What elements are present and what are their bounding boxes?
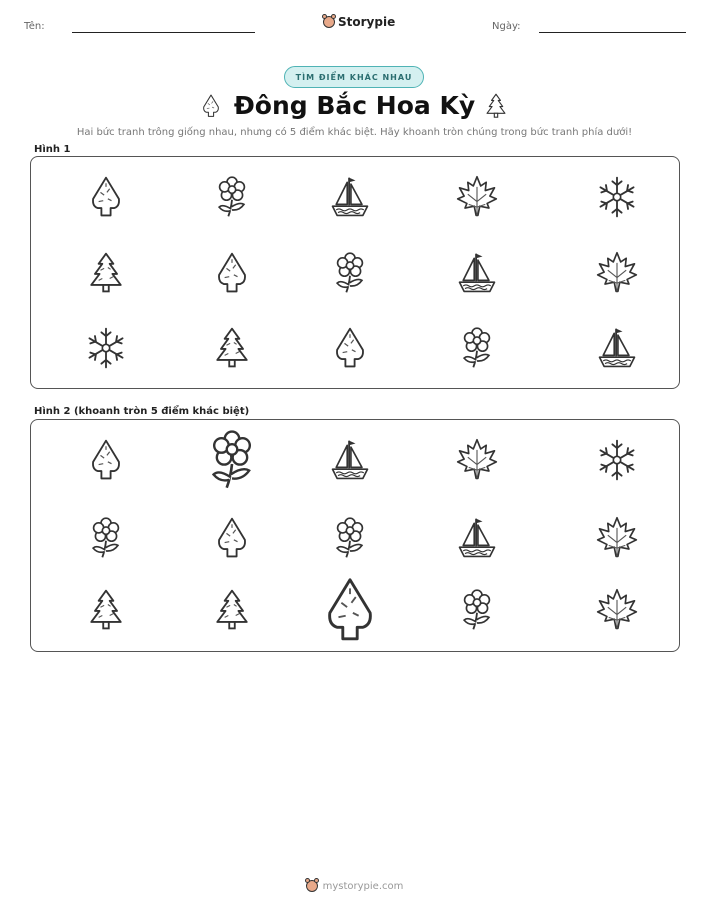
bear-logo-icon [323,16,335,28]
sailboat-icon [454,515,500,561]
brand-logo [323,15,395,29]
snowflake-icon [594,437,640,483]
picture1-cell-r1-c5[interactable] [594,174,640,220]
maple-leaf-icon [594,587,640,633]
arrowhead-icon [209,515,255,561]
arrowhead-icon [314,574,386,646]
pine-tree-icon [209,587,255,633]
arrowhead-icon [83,174,129,220]
picture2-cell-r3-c5[interactable] [594,587,640,633]
date-label: Ngày: [492,21,521,32]
picture2-cell-r3-c3[interactable] [314,574,386,646]
picture1-cell-r1-c1[interactable] [83,174,129,220]
picture-2-label: Hình 2 (khoanh tròn 5 điểm khác biệt) [34,406,250,417]
date-line[interactable] [539,32,686,33]
picture2-cell-r2-c4[interactable] [454,515,500,561]
picture1-cell-r2-c5[interactable] [594,250,640,296]
picture2-cell-r3-c1[interactable] [83,587,129,633]
flower-icon [454,587,500,633]
maple-leaf-icon [454,437,500,483]
picture-1-label: Hình 1 [34,144,71,155]
picture1-cell-r3-c1[interactable] [83,325,129,371]
picture1-cell-r3-c4[interactable] [454,325,500,371]
picture2-cell-r2-c2[interactable] [209,515,255,561]
sailboat-icon [327,174,373,220]
sailboat-icon [594,325,640,371]
picture2-cell-r1-c5[interactable] [594,437,640,483]
pine-tree-icon [209,325,255,371]
footer-url: mystorypie.com [322,880,404,892]
maple-leaf-icon [594,250,640,296]
title-pine-tree-icon [482,89,510,123]
picture1-cell-r1-c2[interactable] [209,174,255,220]
footer [0,880,709,892]
sailboat-icon [327,437,373,483]
maple-leaf-icon [594,515,640,561]
pine-tree-icon [83,250,129,296]
activity-badge: TÌM ĐIỂM KHÁC NHAU [284,66,424,88]
pine-tree-icon [83,587,129,633]
flower-icon [209,174,255,220]
picture2-cell-r2-c3[interactable] [327,515,373,561]
picture1-cell-r3-c3[interactable] [327,325,373,371]
picture1-cell-r1-c4[interactable] [454,174,500,220]
arrowhead-icon [209,250,255,296]
picture1-cell-r2-c1[interactable] [83,250,129,296]
picture1-cell-r3-c2[interactable] [209,325,255,371]
brand-name: Storypie [338,15,396,29]
name-line[interactable] [72,32,255,33]
picture1-cell-r2-c2[interactable] [209,250,255,296]
flower-icon [327,250,373,296]
maple-leaf-icon [454,174,500,220]
arrowhead-icon [83,437,129,483]
picture2-cell-r2-c1[interactable] [83,515,129,561]
picture2-cell-r3-c4[interactable] [454,587,500,633]
footer-bear-icon [306,880,318,892]
instructions-text: Hai bức tranh trông giống nhau, nhưng có 5 điểm khác biệt. Hãy khoanh tròn chúng trong bức tranh phía dưới! [76,127,633,138]
flower-icon [83,515,129,561]
picture2-cell-r1-c4[interactable] [454,437,500,483]
snowflake-icon [594,174,640,220]
arrowhead-icon [327,325,373,371]
snowflake-icon [83,325,129,371]
name-label: Tên: [24,21,45,32]
picture1-cell-r3-c5[interactable] [594,325,640,371]
picture2-cell-r1-c2[interactable] [199,427,265,493]
flower-icon [327,515,373,561]
picture2-cell-r1-c1[interactable] [83,437,129,483]
picture1-cell-r2-c4[interactable] [454,250,500,296]
picture2-cell-r3-c2[interactable] [209,587,255,633]
flower-icon [199,427,265,493]
page-title: Đông Bắc Hoa Kỳ [233,91,476,120]
picture2-cell-r1-c3[interactable] [327,437,373,483]
picture2-cell-r2-c5[interactable] [594,515,640,561]
picture1-cell-r2-c3[interactable] [327,250,373,296]
picture1-cell-r1-c3[interactable] [327,174,373,220]
flower-icon [454,325,500,371]
sailboat-icon [454,250,500,296]
